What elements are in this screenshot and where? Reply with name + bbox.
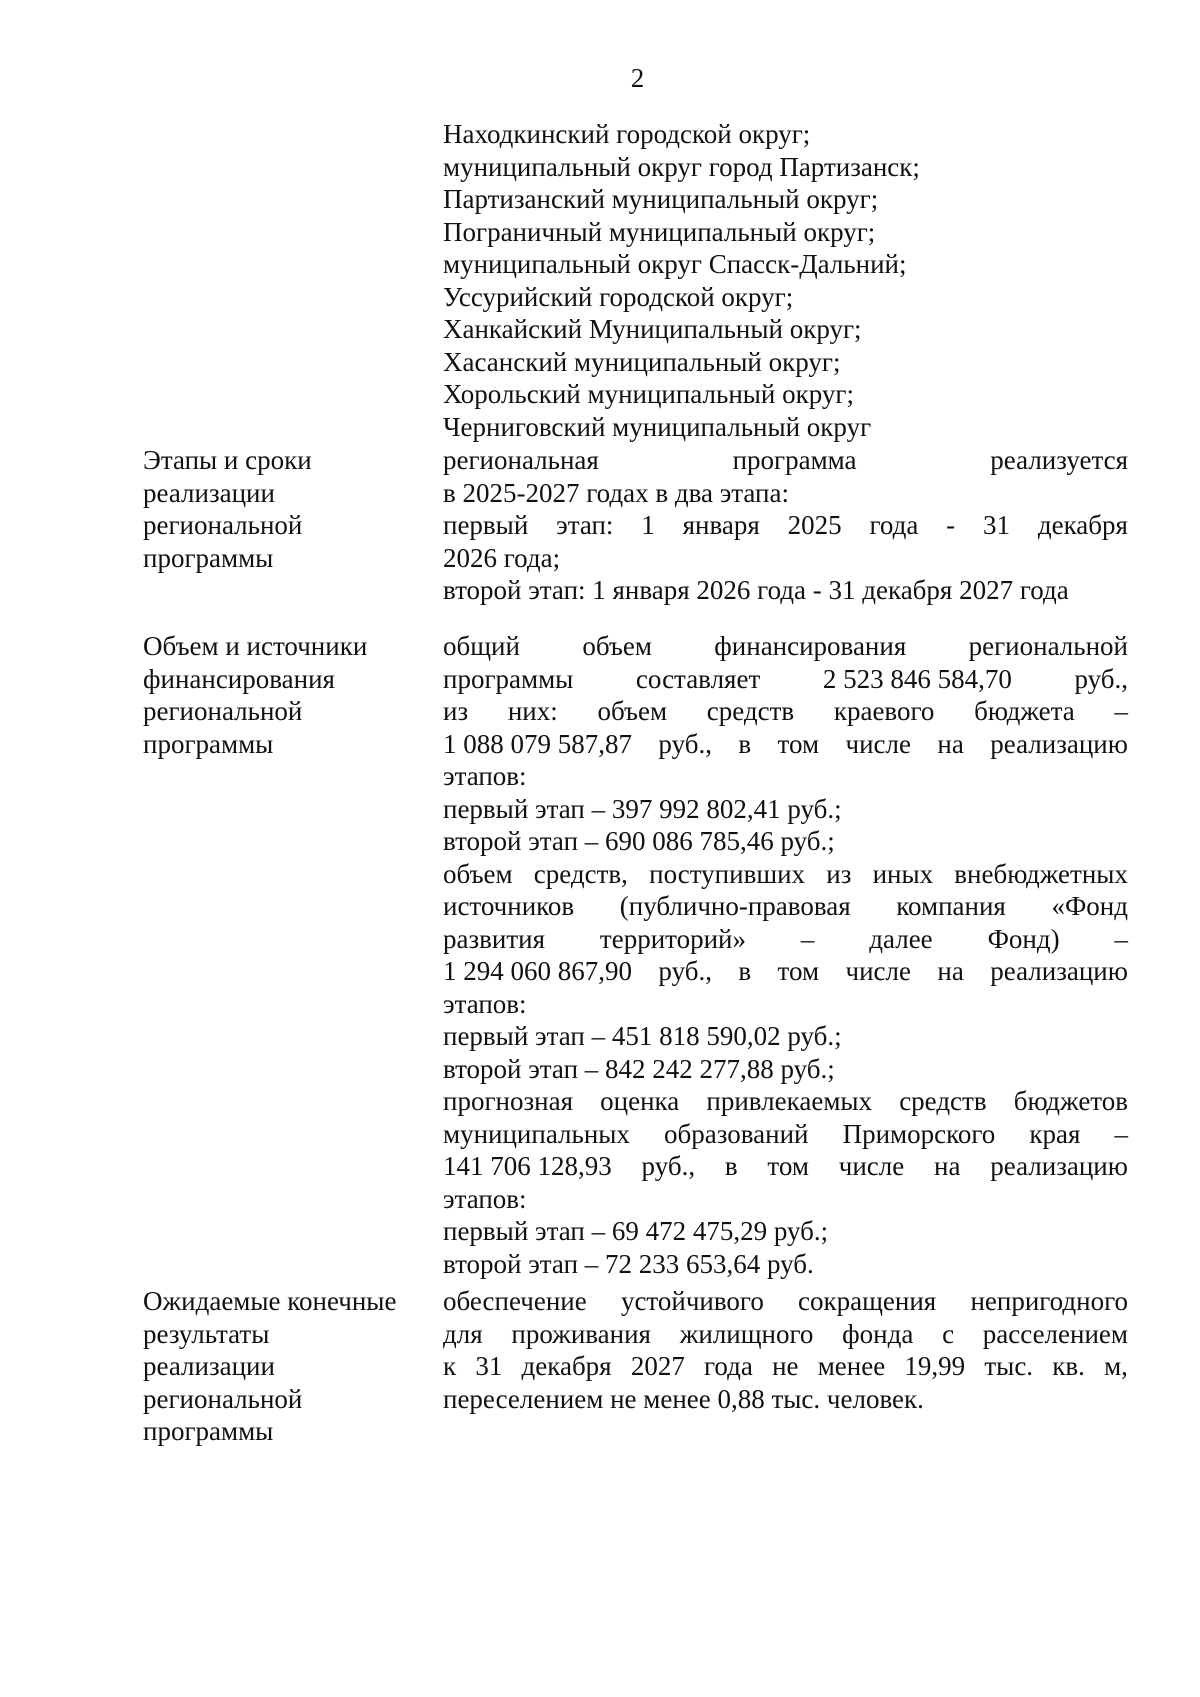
value-word: фонда	[842, 1318, 914, 1349]
value-word: бюджета	[974, 696, 1075, 726]
value-line: этапов:	[443, 1183, 527, 1214]
district-item: Пограничный муниципальный округ;	[443, 216, 876, 247]
district-item: Уссурийский городской округ;	[443, 281, 794, 312]
value-word: м,	[1104, 1351, 1128, 1381]
value-word: числе	[845, 956, 911, 986]
value-word: компания	[896, 891, 1006, 921]
value-word: менее	[817, 1351, 886, 1381]
value-word: реализацию	[990, 1151, 1128, 1181]
value-word: не	[772, 1351, 799, 1381]
value-word: краевого	[833, 696, 935, 726]
section-label-line: программы	[143, 1416, 274, 1446]
value-line	[443, 444, 1128, 477]
value-word: территорий»	[599, 923, 746, 954]
value-line	[443, 955, 1128, 988]
value-word: из	[443, 696, 469, 726]
value-line	[443, 630, 1128, 663]
section-label	[143, 444, 433, 574]
value-line	[443, 1318, 1128, 1351]
value-word: (публично-правовая	[619, 891, 851, 921]
value-word: жилищного	[679, 1318, 814, 1349]
value-word: иных	[872, 858, 934, 889]
value-word: на	[937, 728, 964, 759]
value-line: этапов:	[443, 761, 527, 791]
value-word: с	[942, 1318, 955, 1349]
district-item: Хасанский муниципальный округ;	[443, 346, 841, 377]
value-word: –	[1114, 696, 1128, 726]
district-item: муниципальный округ город Партизанск;	[443, 151, 920, 182]
value-word: объем	[582, 631, 652, 661]
value-line: переселением не менее 0,88 тыс. человек.	[443, 1383, 924, 1414]
value-word: 31	[983, 510, 1011, 540]
value-word: региональной	[968, 631, 1128, 661]
district-item: Партизанский муниципальный округ;	[443, 184, 879, 214]
district-item: Ханкайский Муниципальный округ;	[443, 314, 862, 344]
value-word: для	[443, 1318, 483, 1349]
value-word: руб.,	[1074, 663, 1128, 694]
value-word: непригодного	[970, 1286, 1128, 1316]
value-word: развития	[443, 923, 546, 954]
value-word: руб.,	[641, 1151, 696, 1181]
value-word: 1	[641, 510, 655, 540]
value-word: прогнозная	[443, 1086, 573, 1116]
value-line: второй этап – 72 233 653,64 руб.	[443, 1248, 814, 1279]
value-line: первый этап – 397 992 802,41 руб.;	[443, 793, 842, 824]
value-word: на	[937, 956, 964, 986]
value-word: декабря	[521, 1351, 612, 1381]
value-word: сокращения	[798, 1286, 937, 1316]
value-word: года	[869, 510, 919, 540]
section-label-line: программы	[143, 542, 274, 573]
value-word: том	[777, 956, 820, 986]
value-word: общий	[443, 631, 520, 661]
value-word: обеспечение	[443, 1286, 587, 1316]
value-word: числе	[838, 1151, 905, 1181]
district-list	[443, 118, 1133, 443]
value-word: объем	[597, 696, 668, 726]
value-word: в	[738, 728, 752, 759]
section-label-line: реализации	[143, 1351, 275, 1381]
value-word: привлекаемых	[706, 1086, 873, 1116]
value-line	[443, 663, 1128, 696]
section-label	[143, 630, 433, 760]
value-line: этапов:	[443, 988, 527, 1019]
value-word: них:	[507, 696, 558, 726]
value-word: объем	[443, 858, 513, 889]
value-word: 2 523 846 584,70	[822, 663, 1012, 694]
value-line: второй этап – 842 242 277,88 руб.;	[443, 1053, 835, 1084]
value-word: января	[682, 510, 760, 540]
value-line	[443, 509, 1128, 542]
section-label-line: Объем и источники	[143, 631, 368, 661]
section-label-line: Этапы и сроки	[143, 445, 312, 475]
value-word: числе	[845, 728, 911, 759]
section-label-line: программы	[143, 728, 274, 759]
value-word: источников	[443, 891, 575, 921]
value-word: –	[800, 923, 815, 954]
section-label-line: результаты	[143, 1318, 270, 1349]
value-word: далее	[869, 923, 933, 954]
value-word: том	[777, 728, 820, 759]
value-line	[443, 1150, 1128, 1183]
value-word: реализуется	[990, 445, 1128, 475]
section-label	[143, 1285, 433, 1448]
value-line	[443, 890, 1128, 923]
section-label-line: реализации	[143, 477, 275, 508]
value-word: руб.,	[658, 728, 712, 759]
value-word: 141 706 128,93	[443, 1151, 612, 1181]
value-word: декабря	[1037, 510, 1128, 540]
value-word: 2025	[787, 510, 842, 540]
value-word: проживания	[511, 1318, 651, 1349]
value-line: второй этап: 1 января 2026 года - 31 декабря 2027 года	[443, 575, 1069, 605]
value-line	[443, 1085, 1128, 1118]
value-word: в	[738, 956, 752, 986]
value-line	[443, 695, 1128, 728]
section-label-line: Ожидаемые конечные	[143, 1286, 397, 1316]
value-line	[443, 728, 1128, 761]
value-word: первый	[443, 510, 529, 540]
district-item: Находкинский городской округ;	[443, 119, 811, 149]
value-word: реализацию	[990, 728, 1128, 759]
value-word: руб.,	[658, 956, 712, 986]
value-word: бюджетов	[1013, 1086, 1128, 1116]
value-line: второй этап – 690 086 785,46 руб.;	[443, 826, 835, 856]
district-item: Хорольский муниципальный округ;	[443, 379, 854, 409]
section-value	[443, 1285, 1128, 1415]
value-word: внебюджетных	[954, 858, 1128, 889]
value-line	[443, 1118, 1128, 1151]
value-word: устойчивого	[620, 1286, 764, 1316]
value-line: 2026 года;	[443, 542, 561, 573]
value-word: на	[934, 1151, 961, 1181]
value-word: 1 294 060 867,90	[443, 956, 632, 986]
value-word: Фонд)	[987, 923, 1060, 954]
value-word: оценка	[600, 1086, 680, 1116]
value-line	[443, 1285, 1128, 1318]
district-item: Черниговский муниципальный округ	[443, 411, 872, 442]
value-word: 19,99	[904, 1351, 966, 1381]
value-word: средств,	[533, 858, 628, 889]
value-word: программы	[443, 663, 574, 694]
value-word: года	[704, 1351, 753, 1381]
value-line: первый этап – 69 472 475,29 руб.;	[443, 1216, 829, 1246]
value-line	[443, 1350, 1128, 1383]
district-item: муниципальный округ Спасск-Дальний;	[443, 249, 907, 279]
value-word: -	[946, 510, 956, 540]
value-line: первый этап – 451 818 590,02 руб.;	[443, 1021, 842, 1051]
value-word: средств	[899, 1086, 987, 1116]
section-label-line: региональной	[143, 1383, 303, 1414]
value-word: средств	[706, 696, 795, 726]
value-word: реализацию	[990, 956, 1128, 986]
value-line	[443, 858, 1128, 891]
section-label-line: региональной	[143, 510, 303, 540]
value-word: 2027	[630, 1351, 685, 1381]
value-word: программа	[732, 445, 857, 475]
section-value	[443, 444, 1128, 607]
value-word: этап:	[556, 510, 614, 540]
value-word: Приморского	[842, 1118, 996, 1149]
section-label-line: региональной	[143, 696, 303, 726]
value-word: муниципальных	[443, 1118, 630, 1149]
page-number: 2	[630, 63, 645, 93]
value-word: 1 088 079 587,87	[443, 728, 632, 759]
value-word: «Фонд	[1051, 891, 1128, 921]
value-word: –	[1114, 923, 1128, 954]
value-word: к	[443, 1351, 457, 1381]
section-label-line: финансирования	[143, 663, 335, 694]
value-line: в 2025-2027 годах в два этапа:	[443, 477, 789, 508]
value-word: края	[1029, 1118, 1081, 1149]
value-word: финансирования	[714, 631, 907, 661]
section-value	[443, 630, 1128, 1280]
value-word: –	[1114, 1118, 1128, 1149]
value-word: составляет	[635, 663, 761, 694]
value-line	[443, 923, 1128, 956]
value-word: в	[724, 1151, 738, 1181]
value-word: региональная	[443, 445, 599, 475]
value-word: из	[826, 858, 852, 889]
value-word: образований	[664, 1118, 809, 1149]
value-word: расселением	[982, 1318, 1128, 1349]
value-word: тыс.	[984, 1351, 1034, 1381]
value-word: поступивших	[649, 858, 806, 889]
value-word: кв.	[1052, 1351, 1085, 1381]
value-word: том	[767, 1151, 809, 1181]
value-word: 31	[475, 1351, 503, 1381]
